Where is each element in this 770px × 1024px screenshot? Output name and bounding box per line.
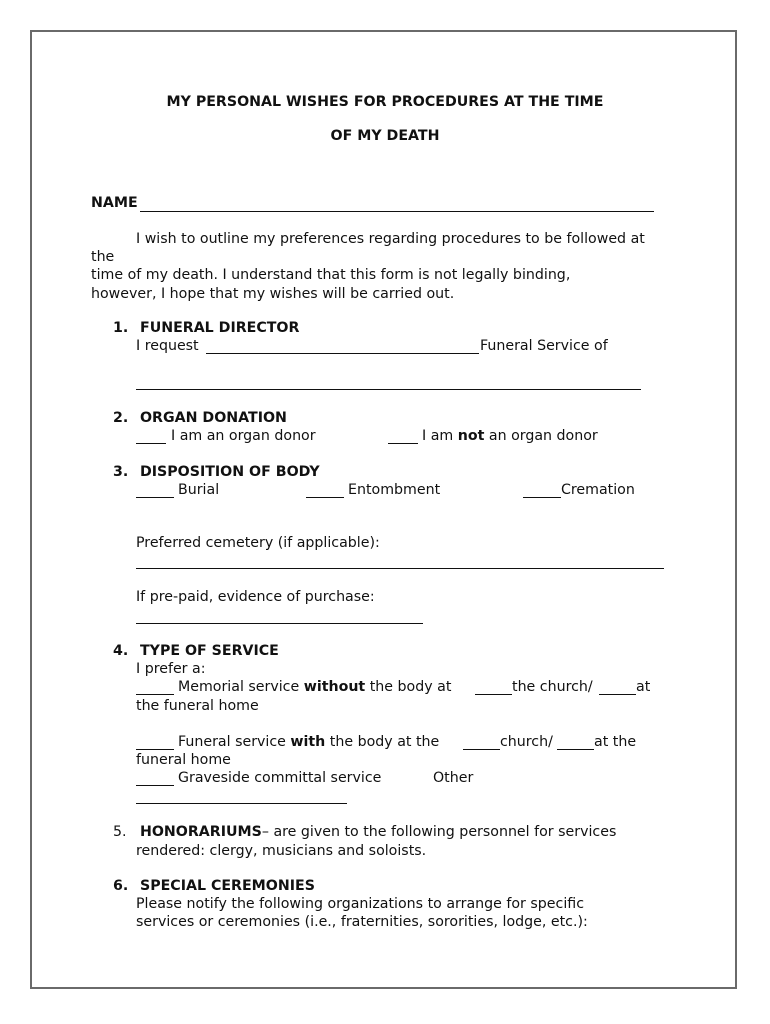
memorial-at-label: at <box>636 679 651 695</box>
memorial-church-label: the church/ <box>512 679 593 695</box>
funeral-service-of-label: Funeral Service of <box>480 338 608 354</box>
memorial-blank[interactable] <box>136 694 174 695</box>
organ-donor-blank[interactable] <box>136 443 166 444</box>
intro-text-4: however, I hope that my wishes will be carried out. <box>91 286 455 302</box>
section-3-heading: DISPOSITION OF BODY <box>140 464 320 480</box>
prefer-label: I prefer a: <box>136 661 206 677</box>
other-field[interactable] <box>136 803 347 804</box>
memorial-funeral-home-label: the funeral home <box>136 698 259 714</box>
entombment-label: Entombment <box>348 482 441 498</box>
graveside-blank[interactable] <box>136 785 174 786</box>
burial-label: Burial <box>178 482 220 498</box>
section-6-heading: SPECIAL CEREMONIES <box>140 878 315 894</box>
funeral-director-field[interactable] <box>206 353 479 354</box>
funeral-home-label: funeral home <box>136 752 231 768</box>
funeral-service-label: Funeral service with the body at the <box>178 734 440 750</box>
prepaid-label: If pre-paid, evidence of purchase: <box>136 589 375 605</box>
name-field[interactable] <box>140 211 654 212</box>
section-2-number: 2. <box>113 410 129 426</box>
graveside-label: Graveside committal service <box>178 770 382 786</box>
cemetery-field[interactable] <box>136 568 664 569</box>
section-3-number: 3. <box>113 464 129 480</box>
section-6-text-2: services or ceremonies (i.e., fraternities, sororities, lodge, etc.): <box>136 914 588 930</box>
section-5-text-2: rendered: clergy, musicians and soloists. <box>136 843 427 859</box>
intro-text-2: the <box>91 249 115 265</box>
name-label: NAME <box>91 195 138 211</box>
section-4-number: 4. <box>113 643 129 659</box>
funeral-church-label: church/ <box>500 734 553 750</box>
form-title-line1: MY PERSONAL WISHES FOR PROCEDURES AT THE TIME <box>166 94 604 110</box>
funeral-church-blank[interactable] <box>463 749 500 750</box>
funeral-request-label: I request <box>136 338 199 354</box>
intro-text-1: I wish to outline my preferences regarding procedures to be followed at <box>136 231 645 247</box>
form-title-line2: OF MY DEATH <box>330 128 440 144</box>
intro-text-3: time of my death. I understand that this form is not legally binding, <box>91 267 571 283</box>
prepaid-field[interactable] <box>136 623 423 624</box>
section-1-number: 1. <box>113 320 129 336</box>
section-6-number: 6. <box>113 878 129 894</box>
section-6-text-1: Please notify the following organizations to arrange for specific <box>136 896 584 912</box>
section-2-heading: ORGAN DONATION <box>140 410 287 426</box>
not-organ-donor-label: I am not an organ donor <box>422 428 598 444</box>
cemetery-label: Preferred cemetery (if applicable): <box>136 535 380 551</box>
entombment-blank[interactable] <box>306 497 344 498</box>
burial-blank[interactable] <box>136 497 174 498</box>
memorial-church-blank[interactable] <box>475 694 512 695</box>
memorial-label: Memorial service without the body at <box>178 679 452 695</box>
funeral-at-the-label: at the <box>594 734 637 750</box>
cremation-label: Cremation <box>561 482 635 498</box>
funeral-service-blank[interactable] <box>136 749 174 750</box>
section-1-heading: FUNERAL DIRECTOR <box>140 320 300 336</box>
section-5-number: 5. <box>113 824 127 840</box>
funeral-home-blank[interactable] <box>557 749 594 750</box>
organ-donor-label: I am an organ donor <box>171 428 316 444</box>
cremation-blank[interactable] <box>523 497 561 498</box>
memorial-home-blank[interactable] <box>599 694 636 695</box>
funeral-service-of-field[interactable] <box>136 389 641 390</box>
section-5-text-1: HONORARIUMS– are given to the following personnel for services <box>140 824 617 840</box>
not-organ-donor-blank[interactable] <box>388 443 418 444</box>
other-label: Other <box>433 770 474 786</box>
section-4-heading: TYPE OF SERVICE <box>140 643 279 659</box>
